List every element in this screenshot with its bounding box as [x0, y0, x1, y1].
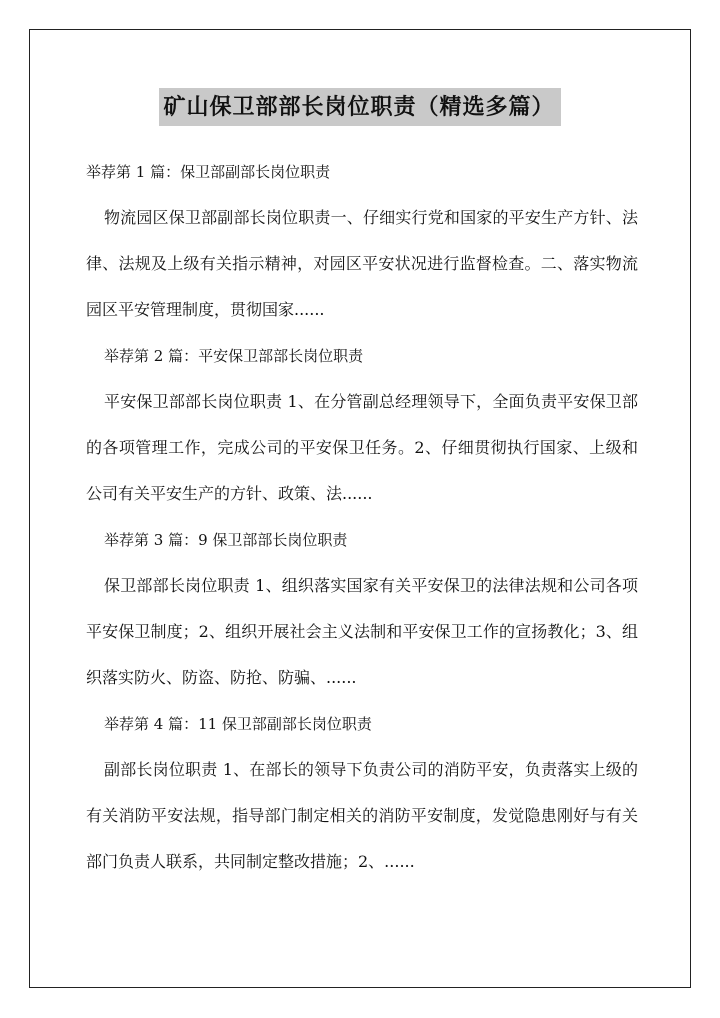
section-1-heading: 举荐第 1 篇：保卫部副部长岗位职责 [86, 163, 331, 181]
section-3-body: 保卫部部长岗位职责 1、组织落实国家有关平安保卫的法律法规和公司各项平安保卫制度；2、组织开展社会主义法制和平安保卫工作的宣扬教化；3、组织落实防火、防盗、防抢、防骗、...... [86, 576, 638, 687]
section-2-heading: 举荐第 2 篇：平安保卫部部长岗位职责 [104, 347, 364, 365]
section-3-heading: 举荐第 3 篇：9 保卫部部长岗位职责 [104, 531, 348, 549]
section-1-body: 物流园区保卫部副部长岗位职责一、仔细实行党和国家的平安生产方针、法律、法规及上级有关指示精神，对园区平安状况进行监督检查。二、落实物流园区平安管理制度，贯彻国家...... [86, 208, 638, 319]
document-body [86, 149, 638, 885]
section-4-body: 副部长岗位职责 1、在部长的领导下负责公司的消防平安，负责落实上级的有关消防平安法规，指导部门制定相关的消防平安制度，发觉隐患刚好与有关部门负责人联系，共同制定整改措施；2、...... [86, 760, 638, 871]
title-container [0, 88, 720, 126]
document-title: 矿山保卫部部长岗位职责（精选多篇） [159, 88, 560, 126]
section-4-heading: 举荐第 4 篇：11 保卫部副部长岗位职责 [104, 715, 372, 733]
section-2-body: 平安保卫部部长岗位职责 1、在分管副总经理领导下，全面负责平安保卫部的各项管理工作，完成公司的平安保卫任务。2、仔细贯彻执行国家、上级和公司有关平安生产的方针、政策、法...... [86, 392, 638, 503]
